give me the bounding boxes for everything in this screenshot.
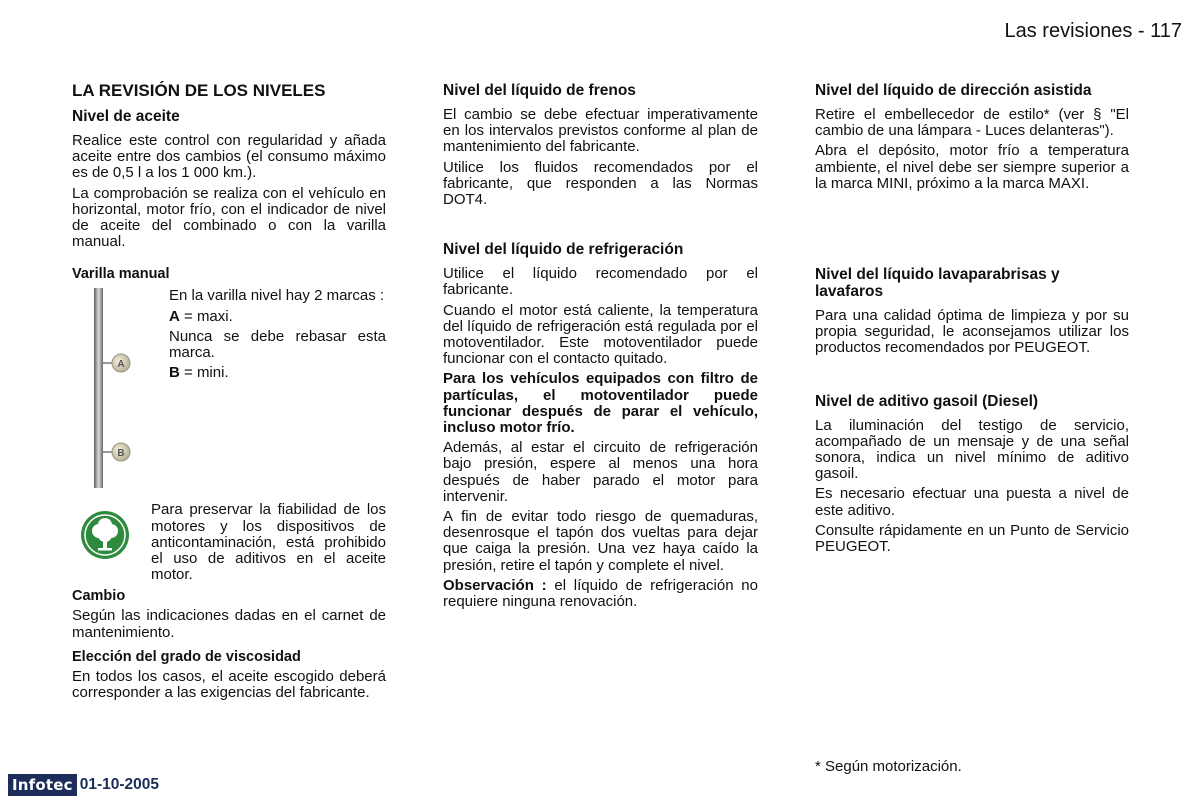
diesel-paragraph-1: La iluminación del testigo de servicio, acompañado de un mensaje y de una señal sonora, indica un nivel mínimo de aditivo gasoil.	[815, 416, 1129, 483]
dipstick-paragraph-2: Nunca se debe rebasar esta marca.	[169, 327, 386, 362]
oil-change-title: Cambio	[72, 588, 126, 605]
oil-change-paragraph: Según las indicaciones dadas en el carnet de mantenimiento.	[72, 607, 386, 641]
mark-b-description: B = mini.	[169, 364, 229, 382]
coolant-paragraph-4: Además, al estar el circuito de refrigeración bajo presión, espere al menos una hora después de haber parado el motor para intervenir.	[443, 439, 758, 505]
column-left	[72, 82, 386, 701]
section-heading: LA REVISIÓN DE LOS NIVELES	[72, 81, 326, 100]
tree-icon	[80, 510, 130, 560]
brake-paragraph-2: Utilice los fluidos recomendados por el fabricante, que responden a las Normas DOT4.	[443, 158, 758, 209]
environment-note-text: Para preservar la fiabilidad de los motores y los dispositivos de anticontaminación, está prohibido el uso de aditivos en el aceite motor.	[151, 501, 386, 584]
dipstick-text	[169, 288, 386, 381]
coolant-title: Nivel del líquido de refrigeración	[443, 241, 684, 259]
oil-paragraph-2: La comprobación se realiza con el vehículo en horizontal, motor frío, con el indicador de nivel de aceite del combinado o con la varilla manual.	[72, 184, 386, 251]
diesel-paragraph-2: Es necesario efectuar una puesta a nivel de este aditivo.	[815, 485, 1129, 519]
dipstick-paragraph-1: En la varilla nivel hay 2 marcas :	[169, 287, 385, 305]
washer-fluid-title: Nivel del líquido lavaparabrisas y lavafaros	[815, 266, 1060, 301]
footer-date: 01-10-2005	[79, 776, 160, 793]
page-header: Las revisiones - 117	[1004, 20, 1182, 42]
footer	[8, 774, 159, 796]
footnote: * Según motorización.	[815, 758, 962, 775]
diesel-additive-title: Nivel de aditivo gasoil (Diesel)	[815, 392, 1039, 410]
coolant-paragraph-3: Para los vehículos equipados con filtro de partículas, el motoventilador puede funcionar después de parar el vehículo, incluso motor frío.	[443, 370, 758, 437]
steering-paragraph-2: Abra el depósito, motor frío a temperatura ambiente, el nivel debe ser siempre superior a la marca MINI, próximo a la marca MAXI.	[815, 142, 1129, 192]
viscosity-paragraph: En todos los casos, el aceite escogido deberá corresponder a las exigencias del fabricante.	[72, 667, 386, 702]
brake-fluid-title: Nivel del líquido de frenos	[443, 82, 636, 99]
dipstick-rod	[94, 288, 103, 488]
washer-paragraph: Para una calidad óptima de limpieza y por su propia seguridad, le aconsejamos utilizar los productos recomendados por PEUGEOT.	[815, 307, 1129, 357]
brake-paragraph-1: El cambio se debe efectuar imperativamente en los intervalos previstos conforme al plan de mantenimiento del fabricante.	[443, 106, 758, 156]
coolant-observation: Observación : el líquido de refrigeración no requiere ninguna renovación.	[443, 576, 758, 611]
environment-note	[72, 502, 386, 582]
steering-fluid-title: Nivel del líquido de dirección asistida	[815, 82, 1092, 99]
mark-b-label: B	[117, 448, 125, 460]
oil-level-title: Nivel de aceite	[72, 108, 180, 125]
oil-paragraph-1: Realice este control con regularidad y añada aceite entre dos cambios (el consumo máximo es de 0,5 l a los 1 000 km.).	[72, 132, 386, 182]
steering-paragraph-1: Retire el embellecedor de estilo* (ver § "El cambio de una lámpara - Luces delanteras").	[815, 106, 1129, 140]
coolant-paragraph-1: Utilice el líquido recomendado por el fabricante.	[443, 265, 758, 299]
dipstick-title: Varilla manual	[72, 266, 170, 283]
column-middle	[443, 82, 758, 610]
coolant-paragraph-2: Cuando el motor está caliente, la temperatura del líquido de refrigeración está regulada por el motoventilador. Este motoventilador puede funcionar con el contacto quitado.	[443, 301, 758, 368]
diesel-paragraph-3: Consulte rápidamente en un Punto de Servicio PEUGEOT.	[815, 521, 1129, 556]
viscosity-title: Elección del grado de viscosidad	[72, 648, 301, 665]
mark-a-label: A	[117, 359, 125, 371]
coolant-paragraph-5: A fin de evitar todo riesgo de quemaduras, desenrosque el tapón dos vueltas para dejar que caiga la presión. Una vez haya caído la presión, retire el tapón y complete el nivel.	[443, 508, 758, 574]
dipstick-section	[72, 288, 386, 488]
column-right	[815, 82, 1129, 555]
dipstick-illustration	[86, 288, 136, 488]
mark-a-description: A = maxi.	[169, 307, 233, 325]
infotec-logo: Infotec	[8, 774, 77, 796]
